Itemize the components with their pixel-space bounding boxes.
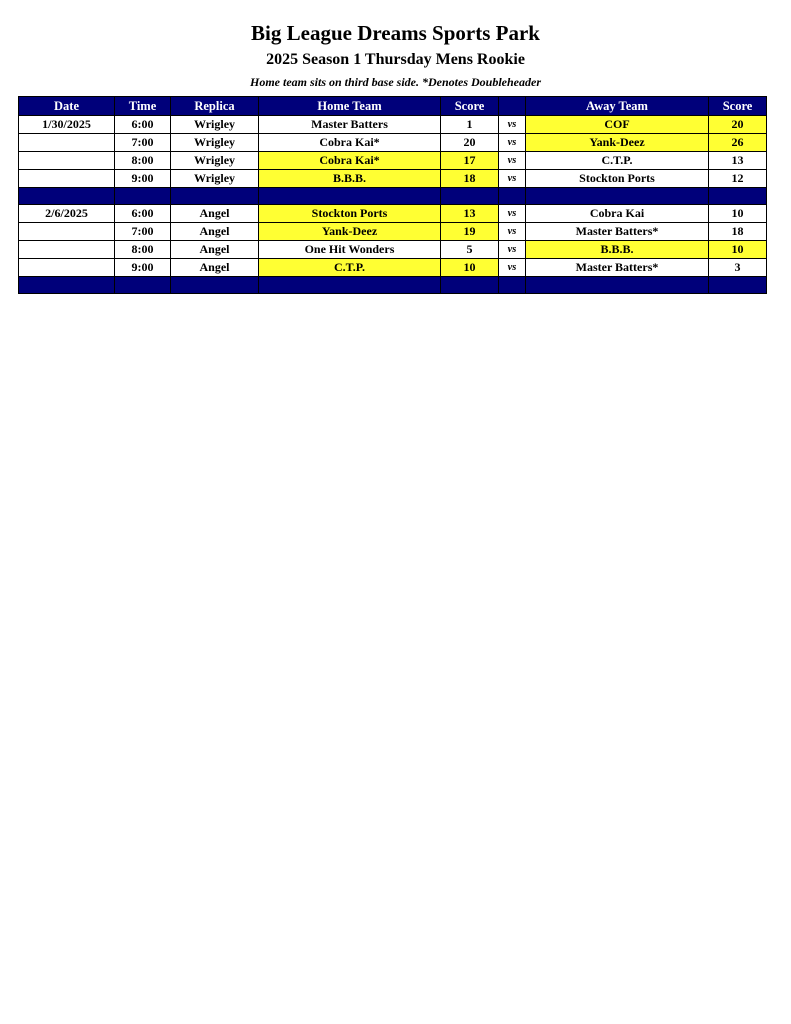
separator-cell (19, 188, 115, 205)
cell-away-score: 12 (709, 170, 767, 188)
cell-time: 7:00 (115, 134, 171, 152)
col-header-home-team: Home Team (259, 97, 441, 116)
table-row (19, 259, 767, 277)
cell-away-score: 18 (709, 223, 767, 241)
cell-home-score: 13 (441, 205, 499, 223)
week-separator-row (19, 277, 767, 294)
header-note: Home team sits on third base side. *Denotes Doubleheader (250, 75, 541, 89)
separator-cell (709, 188, 767, 205)
cell-replica: Angel (171, 223, 259, 241)
cell-replica: Wrigley (171, 116, 259, 134)
cell-away-score: 26 (709, 134, 767, 152)
cell-date (19, 170, 115, 188)
page-header (0, 0, 791, 90)
cell-date (19, 152, 115, 170)
cell-home-score: 19 (441, 223, 499, 241)
cell-home-team: One Hit Wonders (259, 241, 441, 259)
cell-vs: vs (499, 223, 526, 241)
cell-time: 6:00 (115, 116, 171, 134)
page-subtitle: 2025 Season 1 Thursday Mens Rookie (266, 51, 525, 68)
col-header-away-score: Score (709, 97, 767, 116)
cell-home-team: Master Batters (259, 116, 441, 134)
cell-date: 1/30/2025 (19, 116, 115, 134)
table-row (19, 170, 767, 188)
cell-away-team: C.T.P. (526, 152, 709, 170)
cell-away-score: 20 (709, 116, 767, 134)
cell-home-score: 5 (441, 241, 499, 259)
separator-cell (171, 188, 259, 205)
cell-replica: Wrigley (171, 134, 259, 152)
separator-cell (19, 277, 115, 294)
table-row (19, 152, 767, 170)
cell-replica: Angel (171, 241, 259, 259)
cell-date: 2/6/2025 (19, 205, 115, 223)
cell-vs: vs (499, 116, 526, 134)
cell-vs: vs (499, 134, 526, 152)
separator-cell (259, 277, 441, 294)
cell-vs: vs (499, 152, 526, 170)
cell-away-score: 3 (709, 259, 767, 277)
cell-replica: Angel (171, 205, 259, 223)
cell-away-score: 10 (709, 205, 767, 223)
cell-home-team: Cobra Kai* (259, 134, 441, 152)
cell-time: 9:00 (115, 170, 171, 188)
col-header-time: Time (115, 97, 171, 116)
table-row (19, 223, 767, 241)
cell-away-score: 10 (709, 241, 767, 259)
col-header-away-team: Away Team (526, 97, 709, 116)
cell-vs: vs (499, 241, 526, 259)
cell-home-score: 1 (441, 116, 499, 134)
cell-away-team: Master Batters* (526, 223, 709, 241)
table-row (19, 205, 767, 223)
cell-time: 8:00 (115, 152, 171, 170)
cell-home-team: C.T.P. (259, 259, 441, 277)
cell-time: 6:00 (115, 205, 171, 223)
schedule-table (18, 96, 767, 294)
cell-away-team: Master Batters* (526, 259, 709, 277)
col-header-replica: Replica (171, 97, 259, 116)
cell-home-score: 20 (441, 134, 499, 152)
cell-vs: vs (499, 259, 526, 277)
col-header-date: Date (19, 97, 115, 116)
cell-away-team: B.B.B. (526, 241, 709, 259)
cell-date (19, 223, 115, 241)
page-title: Big League Dreams Sports Park (251, 21, 540, 45)
cell-vs: vs (499, 170, 526, 188)
cell-home-team: Stockton Ports (259, 205, 441, 223)
table-row (19, 241, 767, 259)
cell-away-team: COF (526, 116, 709, 134)
cell-away-team: Stockton Ports (526, 170, 709, 188)
separator-cell (115, 188, 171, 205)
table-row (19, 134, 767, 152)
cell-away-team: Yank-Deez (526, 134, 709, 152)
separator-cell (259, 188, 441, 205)
separator-cell (526, 188, 709, 205)
cell-time: 8:00 (115, 241, 171, 259)
separator-cell (441, 277, 499, 294)
col-header-vs (499, 97, 526, 116)
cell-away-score: 13 (709, 152, 767, 170)
separator-cell (115, 277, 171, 294)
separator-cell (441, 188, 499, 205)
cell-replica: Angel (171, 259, 259, 277)
separator-cell (499, 188, 526, 205)
table-row (19, 116, 767, 134)
cell-home-team: B.B.B. (259, 170, 441, 188)
header-row (19, 97, 767, 116)
cell-home-score: 18 (441, 170, 499, 188)
cell-vs: vs (499, 205, 526, 223)
cell-home-team: Yank-Deez (259, 223, 441, 241)
week-separator-row (19, 188, 767, 205)
cell-replica: Wrigley (171, 152, 259, 170)
separator-cell (499, 277, 526, 294)
cell-date (19, 259, 115, 277)
cell-date (19, 134, 115, 152)
cell-replica: Wrigley (171, 170, 259, 188)
separator-cell (526, 277, 709, 294)
cell-away-team: Cobra Kai (526, 205, 709, 223)
cell-time: 7:00 (115, 223, 171, 241)
schedule-body (19, 116, 767, 294)
cell-home-score: 10 (441, 259, 499, 277)
cell-time: 9:00 (115, 259, 171, 277)
col-header-home-score: Score (441, 97, 499, 116)
cell-date (19, 241, 115, 259)
cell-home-team: Cobra Kai* (259, 152, 441, 170)
cell-home-score: 17 (441, 152, 499, 170)
separator-cell (171, 277, 259, 294)
separator-cell (709, 277, 767, 294)
